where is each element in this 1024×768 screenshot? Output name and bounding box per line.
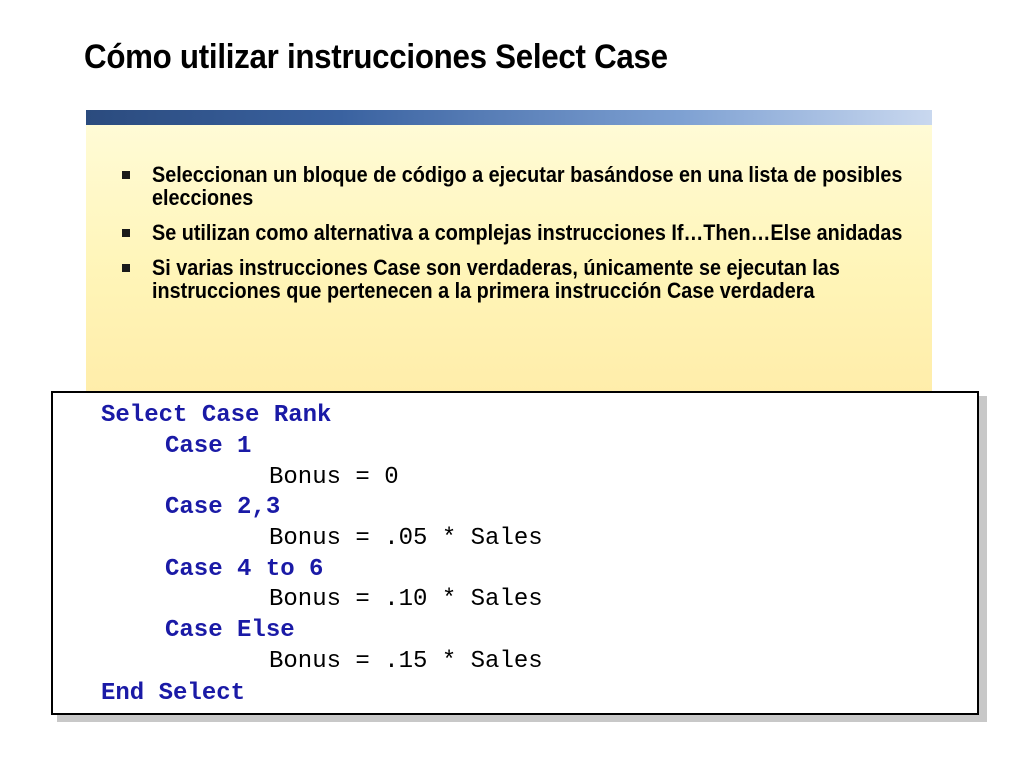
square-bullet-icon (122, 229, 130, 237)
bullet-text: Si varias instrucciones Case son verdaderas, únicamente se ejecutan las instrucciones que pertenecen a la primera instrucción Case verdadera (152, 255, 840, 303)
code-line: Case 4 to 6 (165, 556, 324, 583)
code-line: End Select (101, 680, 246, 707)
slide-title: Cómo utilizar instrucciones Select Case (84, 38, 668, 76)
bullet-item (118, 163, 928, 209)
code-line: Bonus = .10 * Sales (269, 586, 543, 613)
code-line: Case 2,3 (165, 494, 281, 521)
code-line: Bonus = 0 (269, 464, 399, 491)
square-bullet-icon (122, 264, 130, 272)
bullet-item (118, 256, 928, 302)
bullet-item (118, 221, 928, 244)
bullet-text: Se utilizan como alternativa a complejas instrucciones If…Then…Else anidadas (152, 220, 903, 245)
title-underline-bar (86, 110, 932, 125)
code-line: Case 1 (165, 433, 252, 460)
code-line: Bonus = .15 * Sales (269, 648, 543, 675)
bullet-list (118, 163, 928, 314)
code-box (51, 391, 979, 715)
square-bullet-icon (122, 171, 130, 179)
code-line: Bonus = .05 * Sales (269, 525, 543, 552)
code-line: Case Else (165, 617, 295, 644)
bullet-text: Seleccionan un bloque de código a ejecutar basándose en una lista de posibles elecciones (152, 162, 903, 210)
code-line: Select Case Rank (101, 402, 332, 429)
